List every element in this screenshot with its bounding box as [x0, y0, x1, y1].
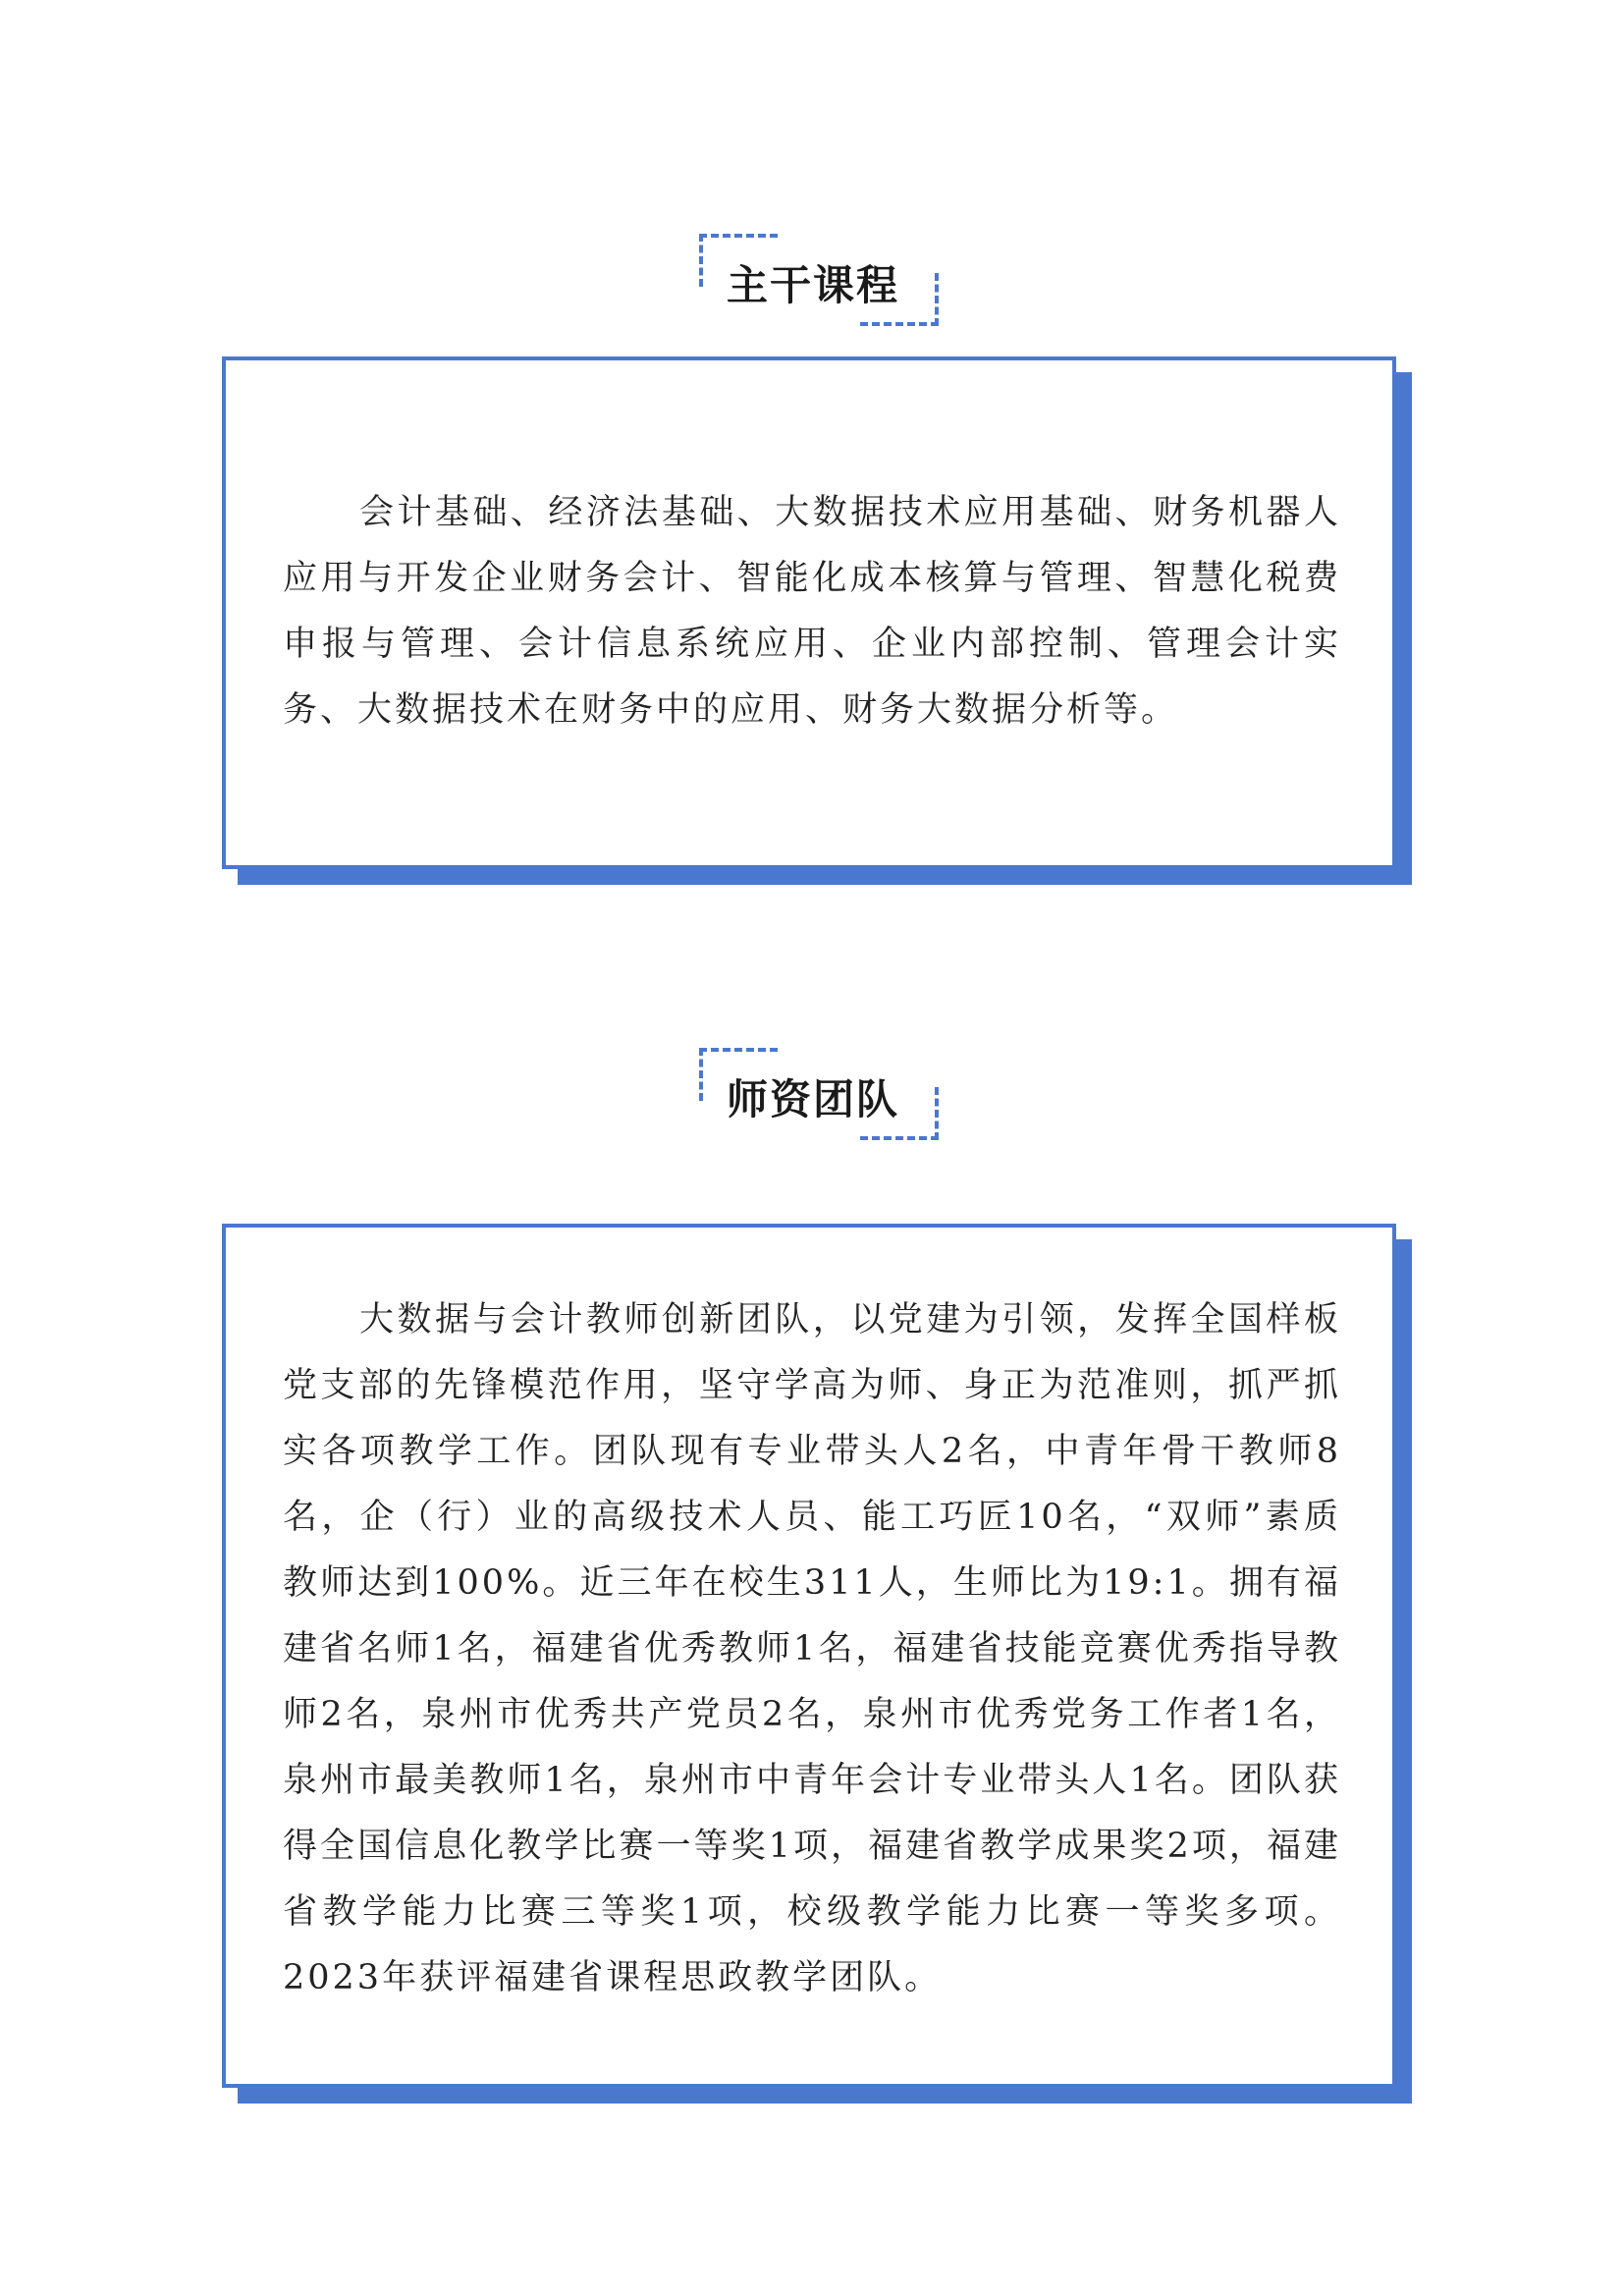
section-title: 师资团队 [727, 1075, 900, 1123]
section-title: 主干课程 [727, 261, 900, 309]
faculty-content-box [222, 1224, 1396, 2088]
courses-body-text: 会计基础、经济法基础、大数据技术应用基础、财务机器人应用与开发企业财务会计、智能化成本核算与管理、智慧化税费申报与管理、会计信息系统应用、企业内部控制、管理会计实务、大数据技术在财务中的应用、财务大数据分析等。 [283, 493, 1341, 730]
courses-content-box [222, 356, 1396, 869]
section-heading-courses [687, 234, 943, 332]
faculty-body-text: 大数据与会计教师创新团队，以党建为引领，发挥全国样板党支部的先锋模范作用，坚守学高为师、身正为范准则，抓严抓实各项教学工作。团队现有专业带头人2名，中青年骨干教师8名，企（行）业的高级技术人员、能工巧匠10名，“双师”素质教师达到100%。近三年在校生311人，生师比为19:1。拥有福建省名师1名，福建省优秀教师1名，福建省技能竞赛优秀指导教师2名，泉州市优秀共产党员2名，泉州市优秀党务工作者1名，泉州市最美教师1名，泉州市中青年会计专业带头人1名。团队获得全国信息化教学比赛一等奖1项，福建省教学成果奖2项，福建省教学能力比赛三等奖1项，校级教学能力比赛一等奖多项。2023年获评福建省课程思政教学团队。 [283, 1300, 1341, 1997]
corner-decoration-bottom-right [860, 273, 939, 326]
section-heading-faculty [687, 1048, 943, 1146]
corner-decoration-bottom-right [860, 1087, 939, 1140]
